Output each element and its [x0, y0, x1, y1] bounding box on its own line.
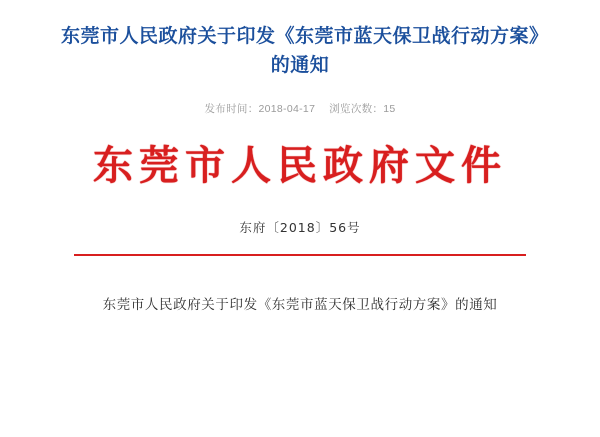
body-paragraph: 东莞市人民政府关于印发《东莞市蓝天保卫战行动方案》的通知 [102, 297, 498, 313]
page-title: 东莞市人民政府关于印发《东莞市蓝天保卫战行动方案》的通知 [60, 25, 539, 76]
view-count: 浏览次数：15 [329, 103, 396, 115]
redhead-block [40, 144, 560, 256]
red-divider-line [74, 254, 526, 256]
document-number: 东府〔2018〕56号 [239, 220, 361, 235]
redhead-title: 东莞市人民政府文件 [93, 142, 507, 189]
document-meta [205, 101, 396, 116]
publish-date: 发布时间：2018-04-17 [204, 103, 316, 115]
